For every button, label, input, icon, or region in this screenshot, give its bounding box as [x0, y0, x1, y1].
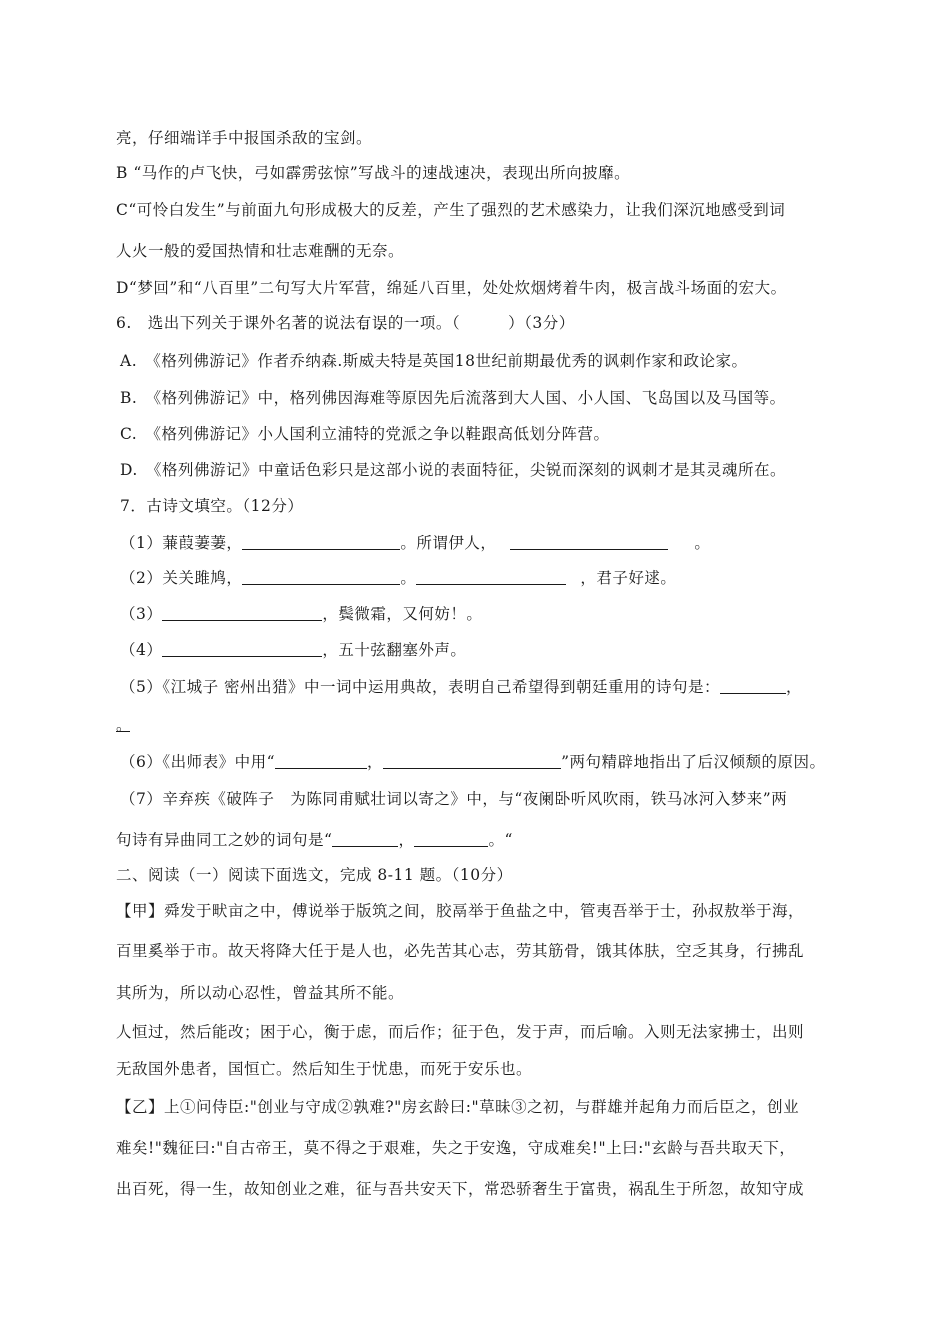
- option-c-line: C“可怜白发生”与前面九句形成极大的反差，产生了强烈的艺术感染力，让我们深沉地感受到词: [116, 201, 786, 219]
- q7-text: （5）《江城子 密州出猎》中一词中运用典故，表明自己希望得到朝廷重用的诗句是：: [120, 678, 721, 696]
- q7-text: ，五十弦翻塞外声。: [322, 641, 467, 659]
- q7-text: ，君子好逑。: [580, 569, 677, 587]
- q7-text: ，鬓微霜，又何妨！。: [322, 605, 483, 623]
- q7-text: ，: [398, 831, 415, 849]
- text-line: 亮，仔细端详手中报国杀敌的宝剑。: [116, 129, 373, 147]
- passage-jia-line: 无敌国外患者，国恒亡。然后知生于忧患，而死于安乐也。: [116, 1060, 533, 1078]
- q7-item-4: [120, 639, 466, 661]
- q7-text: 。“: [488, 831, 513, 849]
- q6-option-a: A. 《格列佛游记》作者乔纳森.斯威夫特是英国18世纪前期最优秀的讽刺作家和政论家。: [120, 352, 748, 370]
- q7-item-6: [120, 751, 826, 773]
- q6-text: 6. 选出下列关于课外名著的说法: [116, 314, 356, 332]
- q7-text: ，: [367, 753, 384, 771]
- q7-item-7-cont: [116, 829, 513, 851]
- emphasis-char: 有: [355, 314, 372, 332]
- answer-blank[interactable]: [383, 752, 561, 769]
- text-line: 人火一般的爱国热情和壮志难酬的无奈。: [116, 242, 405, 260]
- passage-jia-line: 百里奚举于市。故天将降大任于是人也，必先苦其心志，劳其筋骨，饿其体肤，空乏其身，行拂乱: [116, 942, 805, 960]
- q7-text: （1）蒹葭萋萋，: [120, 534, 243, 552]
- answer-blank[interactable]: [720, 677, 786, 694]
- answer-blank[interactable]: [416, 568, 566, 585]
- q7-text: 。: [678, 534, 711, 552]
- q7-item-2: [120, 567, 676, 589]
- q7-item-3: [120, 603, 482, 625]
- answer-blank[interactable]: [242, 533, 400, 550]
- passage-yi-line: 【乙】上①问侍臣:"创业与守成②孰难?"房玄龄曰:"草昧③之初，与群雄并起角力而后臣之，创业: [116, 1098, 800, 1116]
- q7-text: （3）: [120, 605, 163, 623]
- question-7: 7．古诗文填空。（12分）: [120, 497, 304, 515]
- q7-text: 。: [400, 569, 417, 587]
- q7-text: 。: [116, 716, 133, 734]
- q7-text: ，: [786, 678, 803, 696]
- q6-option-c: C. 《格列佛游记》小人国利立浦特的党派之争以鞋跟高低划分阵营。: [120, 425, 610, 443]
- answer-blank[interactable]: [510, 533, 668, 550]
- q7-text: （4）: [120, 641, 163, 659]
- q6-text: 的一项。（ ）（3分）: [387, 314, 575, 332]
- passage-jia-line: 【甲】舜发于畎亩之中，傅说举于版筑之间，胶鬲举于鱼盐之中，管夷吾举于士，孙叔敖举于海，: [116, 902, 805, 920]
- answer-blank[interactable]: [162, 604, 322, 621]
- section-2-heading: 二、阅读（一）阅读下面选文，完成 8-11 题。（10分）: [116, 866, 513, 884]
- answer-blank[interactable]: [414, 830, 488, 847]
- q6-option-d: D. 《格列佛游记》中童话色彩只是这部小说的表面特征，尖锐而深刻的讽刺才是其灵魂所在。: [120, 461, 787, 479]
- passage-jia-line: 其所为，所以动心忍性，曾益其所不能。: [116, 984, 405, 1002]
- q7-text: （2）关关雎鸠，: [120, 569, 243, 587]
- passage-jia-line: 人恒过，然后能改；困于心，衡于虑，而后作；征于色，发于声，而后喻。入则无法家拂士，出则: [116, 1023, 805, 1041]
- q7-item-5: [120, 676, 802, 698]
- q7-item-5-cont: [116, 714, 132, 736]
- q7-text: ”两句精辟地指出了后汉倾颓的原因。: [561, 753, 826, 771]
- passage-yi-line: 难矣!"魏征曰:"自古帝王，莫不得之于艰难，失之于安逸，守成难矣!"上曰:"玄龄与吾共取天下，: [116, 1139, 796, 1157]
- q7-item-7: （7）辛弃疾《破阵子 为陈同甫赋壮词以寄之》中，与“夜阑卧听风吹雨，铁马冰河入梦来”两: [120, 790, 788, 808]
- option-d-line: D“梦回”和“八百里”二句写大片军营，绵延八百里，处处炊烟烤着牛肉，极言战斗场面的宏大。: [116, 279, 787, 297]
- answer-blank[interactable]: [275, 752, 367, 769]
- answer-blank[interactable]: [242, 568, 400, 585]
- emphasis-char: 误: [371, 314, 388, 332]
- q7-text: 句诗有异曲同工之妙的词句是“: [116, 831, 333, 849]
- option-b-line: B “马作的卢飞快，弓如霹雳弦惊”写战斗的速战速决，表现出所向披靡。: [116, 164, 631, 182]
- answer-blank[interactable]: [162, 640, 322, 657]
- q7-text: （6）《出师表》中用“: [120, 753, 276, 771]
- answer-blank[interactable]: [332, 830, 398, 847]
- passage-yi-line: 出百死，得一生，故知创业之难，征与吾共安天下，常恐骄奢生于富贵，祸乱生于所忽，故知守成: [116, 1180, 805, 1198]
- q7-text: 。所谓伊人，: [400, 534, 497, 552]
- question-6: [116, 312, 575, 334]
- q7-item-1: [120, 532, 710, 554]
- q6-option-b: B. 《格列佛游记》中，格列佛因海难等原因先后流落到大人国、小人国、飞岛国以及马国等。: [120, 389, 786, 407]
